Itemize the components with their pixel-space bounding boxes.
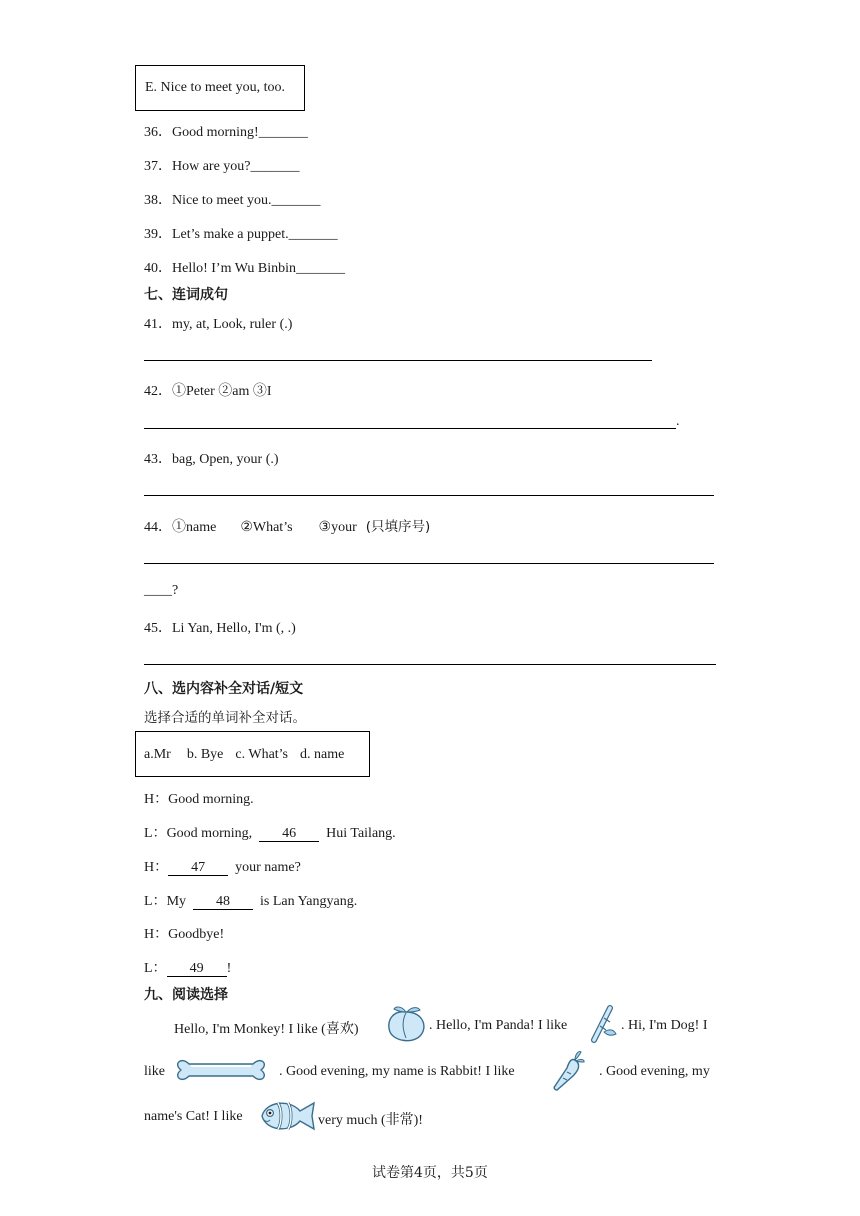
- question-43: 43．bag, Open, your (.): [144, 452, 279, 467]
- passage-line-3a: name's Cat! I like: [144, 1109, 243, 1124]
- question-42: 42．①Peter ②am ③I: [144, 384, 272, 399]
- word-bank: [144, 747, 344, 763]
- passage-line-2a: like: [144, 1064, 165, 1079]
- answer-line-43[interactable]: [144, 495, 714, 496]
- bamboo-icon: [588, 1006, 618, 1044]
- answer-line-41[interactable]: [144, 360, 652, 361]
- answer-line-45[interactable]: [144, 664, 716, 665]
- passage-line-1b: . Hello, I'm Panda! I like: [429, 1018, 568, 1033]
- option-e: E. Nice to meet you, too.: [145, 80, 285, 95]
- question-44: 44．①name ②What’s ③your (只填序号): [144, 519, 431, 535]
- passage-line-1a: Hello, I'm Monkey! I like (喜欢): [174, 1022, 359, 1037]
- question-37: 37．How are you?_______: [144, 159, 300, 174]
- dialogue-line-5: H：Goodbye!: [144, 927, 225, 942]
- blank-49[interactable]: 49: [167, 962, 227, 977]
- answer-line-42-period: .: [676, 414, 680, 429]
- word-bank-item: b. Bye: [186, 747, 224, 762]
- section-8-heading: 八、选内容补全对话/短文: [144, 681, 304, 697]
- word-bank-item: a.Mr: [144, 747, 171, 762]
- passage-line-3b: very much (非常)!: [318, 1113, 423, 1128]
- carrot-icon: [551, 1050, 585, 1092]
- question-38: 38．Nice to meet you._______: [144, 193, 321, 208]
- section-7-heading: 七、连词成句: [144, 287, 228, 303]
- answer-line-44-tail: ____?: [144, 583, 179, 598]
- passage-line-1c: . Hi, I'm Dog! I: [621, 1018, 708, 1033]
- question-45: 45．Li Yan, Hello, I'm (, .): [144, 621, 296, 636]
- word-bank-item: c. What’s: [235, 747, 289, 762]
- peach-icon: [384, 1004, 428, 1044]
- blank-46[interactable]: 46: [259, 827, 319, 842]
- dialogue-line-1: H：Good morning.: [144, 792, 254, 807]
- section-8-instruction: 选择合适的单词补全对话。: [144, 710, 306, 726]
- blank-48[interactable]: 48: [193, 895, 253, 910]
- question-39: 39．Let’s make a puppet._______: [144, 227, 338, 242]
- page-footer: 试卷第4页，共5页: [372, 1165, 488, 1181]
- dialogue-line-3: H： 47 your name?: [144, 860, 301, 875]
- question-40: 40．Hello! I’m Wu Binbin_______: [144, 261, 345, 276]
- word-bank-item: d. name: [300, 747, 345, 762]
- blank-47[interactable]: 47: [168, 861, 228, 876]
- fish-icon: [256, 1095, 318, 1137]
- answer-line-44[interactable]: [144, 563, 714, 564]
- question-41: 41．my, at, Look, ruler (.): [144, 317, 293, 332]
- section-9-heading: 九、阅读选择: [144, 987, 228, 1003]
- bone-icon: [175, 1054, 267, 1086]
- question-36: 36．Good morning!_______: [144, 125, 308, 140]
- dialogue-line-4: L：My 48 is Lan Yangyang.: [144, 894, 358, 909]
- passage-line-2b: . Good evening, my name is Rabbit! I like: [279, 1064, 515, 1079]
- dialogue-line-2: L：Good morning, 46 Hui Tailang.: [144, 826, 396, 841]
- passage-line-2c: . Good evening, my: [599, 1064, 710, 1079]
- dialogue-line-6: L： 49 !: [144, 961, 232, 976]
- answer-line-42[interactable]: [144, 428, 676, 429]
